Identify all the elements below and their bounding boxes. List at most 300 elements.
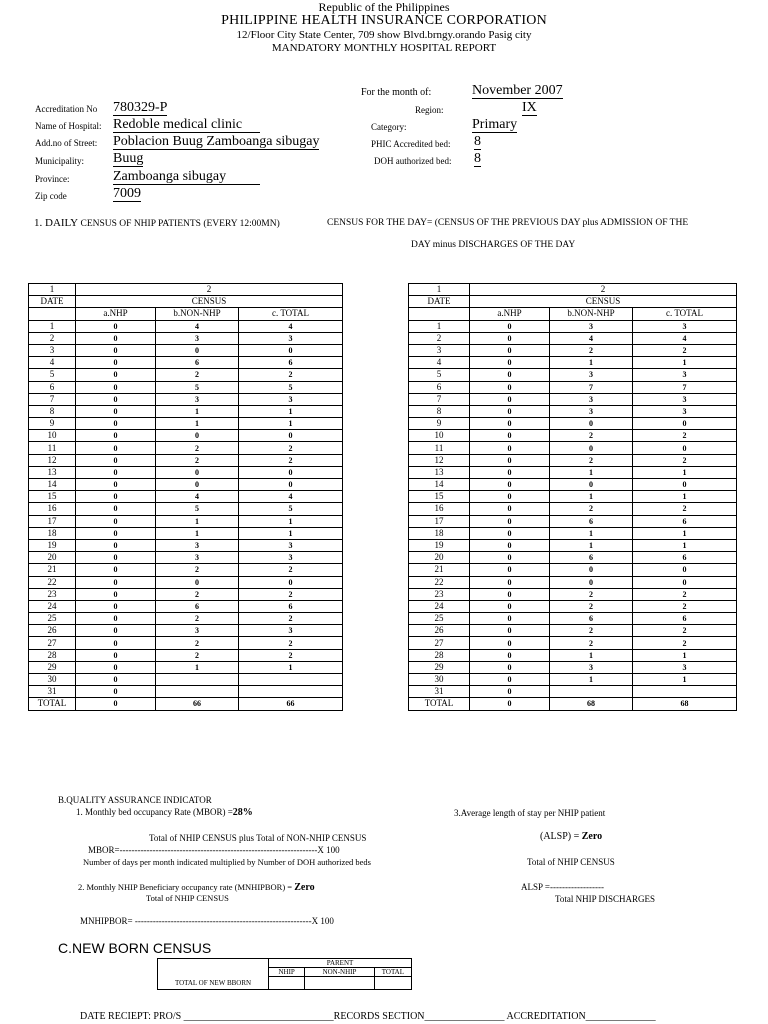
row-date: 1	[29, 320, 76, 332]
census-row	[29, 527, 343, 539]
mbor-formula: MBOR=------------------------------------------------------------------X 100	[88, 845, 340, 855]
row-total: 6	[633, 515, 737, 527]
row-nhp: 0	[470, 686, 550, 698]
row-date: 9	[409, 418, 470, 430]
row-date: 18	[29, 527, 76, 539]
row-non-nhp: 0	[156, 344, 239, 356]
row-non-nhp: 7	[550, 381, 633, 393]
row-total: 2	[633, 588, 737, 600]
region-label: Region:	[415, 105, 444, 115]
zip-value: 7009	[113, 186, 141, 201]
census-row	[29, 454, 343, 466]
row-total: 4	[239, 491, 343, 503]
row-date: 6	[29, 381, 76, 393]
row-total: 2	[239, 454, 343, 466]
row-nhp: 0	[470, 344, 550, 356]
row-total: 0	[633, 418, 737, 430]
row-total: 2	[239, 637, 343, 649]
row-date: 24	[409, 600, 470, 612]
corporation-address: 12/Floor City State Center, 709 show Blvd.brngy.orando Pasig city	[236, 29, 532, 41]
census-row	[29, 442, 343, 454]
census-row	[409, 686, 737, 698]
row-total: 1	[633, 357, 737, 369]
row-total: 2	[239, 442, 343, 454]
census-row	[29, 393, 343, 405]
blank-header	[409, 308, 470, 320]
row-total: 3	[239, 625, 343, 637]
row-nhp: 0	[76, 344, 156, 356]
nhp-header: a.NHP	[470, 308, 550, 320]
census-table-left	[28, 283, 343, 711]
row-total: 2	[633, 454, 737, 466]
census-row	[409, 332, 737, 344]
row-date: 29	[409, 661, 470, 673]
census-row	[409, 393, 737, 405]
row-nhp: 0	[76, 491, 156, 503]
row-total: 2	[633, 600, 737, 612]
row-date: 31	[409, 686, 470, 698]
row-nhp: 0	[76, 332, 156, 344]
row-date: 28	[29, 649, 76, 661]
row-nhp: 0	[76, 515, 156, 527]
alsp-formula: ALSP =------------------	[521, 882, 604, 892]
row-nhp: 0	[76, 600, 156, 612]
row-date: 26	[29, 625, 76, 637]
row-non-nhp: 2	[156, 649, 239, 661]
total-non-nhp: 68	[550, 698, 633, 710]
census-row	[29, 515, 343, 527]
doh-beds-value: 8	[474, 151, 481, 166]
row-date: 2	[409, 332, 470, 344]
census-row	[409, 320, 737, 332]
row-non-nhp: 2	[156, 454, 239, 466]
census-table-right	[408, 283, 737, 711]
row-date: 4	[409, 357, 470, 369]
row-non-nhp: 1	[156, 418, 239, 430]
row-date: 19	[29, 539, 76, 551]
census-header: CENSUS	[470, 296, 737, 308]
alsp-value: Zero	[581, 831, 603, 842]
census-row	[29, 613, 343, 625]
row-total	[633, 686, 737, 698]
col-number-2: 2	[76, 284, 343, 296]
row-non-nhp: 1	[156, 661, 239, 673]
non-nhp-header: b.NON-NHP	[156, 308, 239, 320]
row-non-nhp: 4	[550, 332, 633, 344]
row-nhp: 0	[470, 479, 550, 491]
row-non-nhp: 5	[156, 381, 239, 393]
row-date: 18	[409, 527, 470, 539]
row-total: 4	[633, 332, 737, 344]
total-label: TOTAL	[409, 698, 470, 710]
row-date: 14	[409, 479, 470, 491]
census-row	[409, 503, 737, 515]
row-non-nhp: 0	[550, 479, 633, 491]
row-date: 16	[409, 503, 470, 515]
row-nhp: 0	[76, 503, 156, 515]
row-total: 2	[239, 369, 343, 381]
street-value: Poblacion Buug Zamboanga sibugay	[113, 134, 320, 149]
row-total: 4	[239, 320, 343, 332]
month-label: For the month of:	[361, 87, 432, 98]
row-date: 28	[409, 649, 470, 661]
row-total: 2	[633, 430, 737, 442]
row-non-nhp	[156, 686, 239, 698]
row-total: 2	[633, 503, 737, 515]
col-number-2: 2	[470, 284, 737, 296]
row-nhp: 0	[470, 393, 550, 405]
row-non-nhp: 2	[550, 430, 633, 442]
newborn-nhip-header: NHIP	[269, 968, 305, 977]
accreditation-value: 780329-P	[113, 100, 168, 115]
row-non-nhp: 3	[550, 320, 633, 332]
row-total: 2	[239, 649, 343, 661]
row-total: 0	[239, 576, 343, 588]
row-total: 0	[633, 479, 737, 491]
row-nhp: 0	[76, 552, 156, 564]
row-total: 3	[633, 393, 737, 405]
row-nhp: 0	[76, 430, 156, 442]
row-non-nhp: 1	[156, 515, 239, 527]
row-nhp: 0	[470, 442, 550, 454]
row-nhp: 0	[470, 454, 550, 466]
row-non-nhp: 3	[156, 539, 239, 551]
row-date: 15	[409, 491, 470, 503]
row-nhp: 0	[470, 527, 550, 539]
row-non-nhp: 1	[550, 674, 633, 686]
row-nhp: 0	[76, 686, 156, 698]
row-date: 21	[29, 564, 76, 576]
census-row	[29, 369, 343, 381]
row-nhp: 0	[470, 430, 550, 442]
row-non-nhp: 0	[156, 466, 239, 478]
row-date: 4	[29, 357, 76, 369]
row-non-nhp: 1	[550, 649, 633, 661]
row-nhp: 0	[470, 613, 550, 625]
row-non-nhp: 3	[550, 661, 633, 673]
row-date: 8	[29, 405, 76, 417]
row-date: 13	[409, 466, 470, 478]
row-date: 26	[409, 625, 470, 637]
newborn-parent-header: PARENT	[269, 959, 412, 968]
row-non-nhp: 2	[156, 588, 239, 600]
newborn-non-nhip-header: NON-NHIP	[305, 968, 374, 977]
census-row	[409, 405, 737, 417]
census-row	[29, 588, 343, 600]
row-date: 25	[29, 613, 76, 625]
row-total: 2	[239, 564, 343, 576]
row-total: 2	[633, 637, 737, 649]
row-non-nhp: 3	[156, 332, 239, 344]
mbor-numerator: Total of NHIP CENSUS plus Total of NON-NHIP CENSUS	[149, 833, 367, 843]
row-nhp: 0	[470, 552, 550, 564]
census-row	[29, 686, 343, 698]
row-nhp: 0	[470, 588, 550, 600]
row-total: 1	[239, 527, 343, 539]
row-non-nhp: 2	[550, 637, 633, 649]
row-non-nhp: 2	[156, 564, 239, 576]
census-row	[29, 479, 343, 491]
row-non-nhp: 4	[156, 491, 239, 503]
row-date: 3	[29, 344, 76, 356]
row-nhp: 0	[470, 674, 550, 686]
row-total: 1	[633, 674, 737, 686]
row-non-nhp: 2	[550, 625, 633, 637]
census-row	[409, 527, 737, 539]
province-label: Province:	[35, 174, 70, 184]
mnhipbor-line	[78, 882, 315, 893]
census-row	[29, 600, 343, 612]
total-nhp: 0	[470, 698, 550, 710]
row-date: 30	[29, 674, 76, 686]
row-date: 1	[409, 320, 470, 332]
row-date: 5	[409, 369, 470, 381]
census-row	[409, 539, 737, 551]
row-total	[239, 686, 343, 698]
census-row	[409, 576, 737, 588]
newborn-blank-header	[158, 959, 269, 977]
row-non-nhp: 1	[156, 527, 239, 539]
census-row	[409, 674, 737, 686]
month-value: November 2007	[472, 83, 563, 98]
census-row	[29, 466, 343, 478]
row-nhp: 0	[470, 625, 550, 637]
census-row	[29, 491, 343, 503]
row-total: 0	[239, 466, 343, 478]
category-value: Primary	[472, 117, 518, 132]
row-non-nhp: 5	[156, 503, 239, 515]
row-total: 1	[239, 661, 343, 673]
hospital-value: Redoble medical clinic	[113, 118, 260, 133]
row-non-nhp: 3	[550, 405, 633, 417]
row-date: 23	[409, 588, 470, 600]
alsp-label: (ALSP) =	[540, 831, 580, 842]
mbor-label: 1. Monthly bed occupancy Rate (MBOR) =	[76, 807, 233, 817]
row-non-nhp: 0	[156, 576, 239, 588]
total-nhp: 0	[76, 698, 156, 710]
row-date: 20	[409, 552, 470, 564]
row-total: 6	[239, 357, 343, 369]
row-total: 3	[633, 320, 737, 332]
row-date: 12	[29, 454, 76, 466]
row-total: 0	[239, 344, 343, 356]
row-nhp: 0	[76, 539, 156, 551]
row-date: 12	[409, 454, 470, 466]
census-section-text: CENSUS OF NHIP PATIENTS (EVERY 12:00MN)	[80, 219, 280, 229]
row-non-nhp: 6	[156, 357, 239, 369]
newborn-nhip-cell	[269, 977, 305, 990]
census-row	[29, 381, 343, 393]
row-non-nhp: 1	[550, 466, 633, 478]
row-nhp: 0	[76, 637, 156, 649]
row-total: 3	[239, 552, 343, 564]
row-date: 3	[409, 344, 470, 356]
row-non-nhp: 3	[550, 369, 633, 381]
row-date: 10	[29, 430, 76, 442]
street-label: Add.no of Street:	[35, 138, 98, 148]
row-total: 3	[239, 332, 343, 344]
row-total: 1	[633, 539, 737, 551]
row-non-nhp: 0	[550, 418, 633, 430]
row-non-nhp: 3	[156, 625, 239, 637]
row-non-nhp: 0	[550, 442, 633, 454]
census-row	[409, 418, 737, 430]
row-nhp: 0	[470, 418, 550, 430]
row-date: 8	[409, 405, 470, 417]
row-non-nhp: 2	[550, 503, 633, 515]
row-non-nhp: 0	[550, 564, 633, 576]
row-non-nhp: 1	[550, 539, 633, 551]
footer-receipt-line: DATE RECIEPT: PRO/S ______________________________RECORDS SECTION________________ ACCREDITATION______________	[80, 1011, 656, 1022]
row-nhp: 0	[470, 491, 550, 503]
province-value: Zamboanga sibugay	[113, 170, 260, 185]
non-nhp-header: b.NON-NHP	[550, 308, 633, 320]
row-nhp: 0	[76, 625, 156, 637]
alsp-title: 3.Average length of stay per NHIP patient	[454, 808, 606, 818]
row-date: 21	[409, 564, 470, 576]
census-row	[29, 564, 343, 576]
census-row	[29, 552, 343, 564]
census-row	[409, 649, 737, 661]
nhp-header: a.NHP	[76, 308, 156, 320]
census-row	[29, 661, 343, 673]
newborn-title: C.NEW BORN CENSUS	[58, 940, 212, 956]
row-nhp: 0	[76, 576, 156, 588]
row-nhp: 0	[470, 637, 550, 649]
row-date: 6	[409, 381, 470, 393]
row-non-nhp: 6	[156, 600, 239, 612]
row-nhp: 0	[76, 661, 156, 673]
col-number-1: 1	[29, 284, 76, 296]
row-non-nhp: 1	[156, 405, 239, 417]
hospital-label: Name of Hospital:	[35, 121, 102, 131]
row-date: 24	[29, 600, 76, 612]
col-number-1: 1	[409, 284, 470, 296]
row-nhp: 0	[470, 539, 550, 551]
total-header: c. TOTAL	[633, 308, 737, 320]
row-nhp: 0	[470, 576, 550, 588]
census-header: CENSUS	[76, 296, 343, 308]
row-total: 7	[633, 381, 737, 393]
report-title: MANDATORY MONTHLY HOSPITAL REPORT	[271, 42, 497, 54]
row-non-nhp: 2	[156, 369, 239, 381]
date-header: DATE	[29, 296, 76, 308]
row-nhp: 0	[470, 357, 550, 369]
census-row	[409, 369, 737, 381]
census-row	[29, 674, 343, 686]
newborn-total-cell	[374, 977, 411, 990]
row-date: 22	[409, 576, 470, 588]
row-nhp: 0	[76, 442, 156, 454]
row-non-nhp: 0	[156, 479, 239, 491]
row-total: 0	[239, 479, 343, 491]
row-total: 1	[633, 527, 737, 539]
row-nhp: 0	[76, 479, 156, 491]
row-date: 14	[29, 479, 76, 491]
row-total: 2	[633, 344, 737, 356]
total-label: TOTAL	[29, 698, 76, 710]
census-row	[29, 344, 343, 356]
census-row	[29, 357, 343, 369]
census-row	[29, 576, 343, 588]
census-row	[29, 332, 343, 344]
row-total: 1	[239, 405, 343, 417]
row-total: 1	[633, 491, 737, 503]
row-non-nhp: 4	[156, 320, 239, 332]
row-nhp: 0	[470, 405, 550, 417]
alsp-line	[540, 831, 602, 842]
row-non-nhp: 2	[550, 600, 633, 612]
census-row	[29, 625, 343, 637]
mnhipbor-formula: MNHIPBOR= -----------------------------------------------------------X 100	[80, 916, 334, 926]
newborn-non-nhip-cell	[305, 977, 374, 990]
mnhipbor-label: 2. Monthly NHIP Beneficiary occupancy rate (MNHIPBOR) =	[78, 882, 293, 892]
row-nhp: 0	[76, 393, 156, 405]
row-nhp: 0	[470, 661, 550, 673]
census-row	[29, 503, 343, 515]
census-row	[409, 588, 737, 600]
row-nhp: 0	[470, 503, 550, 515]
census-row	[409, 552, 737, 564]
row-total: 2	[239, 588, 343, 600]
census-row	[409, 442, 737, 454]
row-nhp: 0	[76, 357, 156, 369]
census-total-row	[29, 698, 343, 710]
row-total: 5	[239, 503, 343, 515]
census-row	[409, 357, 737, 369]
row-date: 5	[29, 369, 76, 381]
census-row	[409, 430, 737, 442]
row-date: 27	[409, 637, 470, 649]
row-non-nhp: 2	[550, 344, 633, 356]
row-date: 15	[29, 491, 76, 503]
row-nhp: 0	[76, 454, 156, 466]
row-date: 13	[29, 466, 76, 478]
row-total: 3	[633, 369, 737, 381]
row-non-nhp: 2	[550, 454, 633, 466]
row-total: 6	[633, 552, 737, 564]
row-nhp: 0	[76, 320, 156, 332]
phic-beds-value: 8	[474, 134, 481, 149]
row-non-nhp: 1	[550, 357, 633, 369]
doh-beds-label: DOH authorized bed:	[374, 156, 452, 166]
row-date: 11	[409, 442, 470, 454]
row-total: 0	[239, 430, 343, 442]
row-total: 1	[633, 466, 737, 478]
census-section-number: 1. DAILY	[34, 217, 79, 229]
census-row	[29, 430, 343, 442]
census-total-row	[409, 698, 737, 710]
row-date: 2	[29, 332, 76, 344]
row-total: 0	[633, 576, 737, 588]
census-row	[409, 625, 737, 637]
mbor-line	[76, 807, 253, 818]
category-label: Category:	[371, 122, 407, 132]
row-date: 17	[29, 515, 76, 527]
row-date: 23	[29, 588, 76, 600]
republic-heading: Republic of the Philippines	[318, 0, 450, 14]
mnhipbor-value: Zero	[294, 882, 315, 893]
corporation-title: PHILIPPINE HEALTH INSURANCE CORPORATION	[221, 13, 547, 28]
census-row	[409, 454, 737, 466]
row-date: 11	[29, 442, 76, 454]
row-nhp: 0	[470, 332, 550, 344]
row-non-nhp: 6	[550, 613, 633, 625]
row-nhp: 0	[470, 320, 550, 332]
census-row	[409, 491, 737, 503]
row-total: 3	[633, 661, 737, 673]
phic-beds-label: PHIC Accredited bed:	[371, 139, 451, 149]
